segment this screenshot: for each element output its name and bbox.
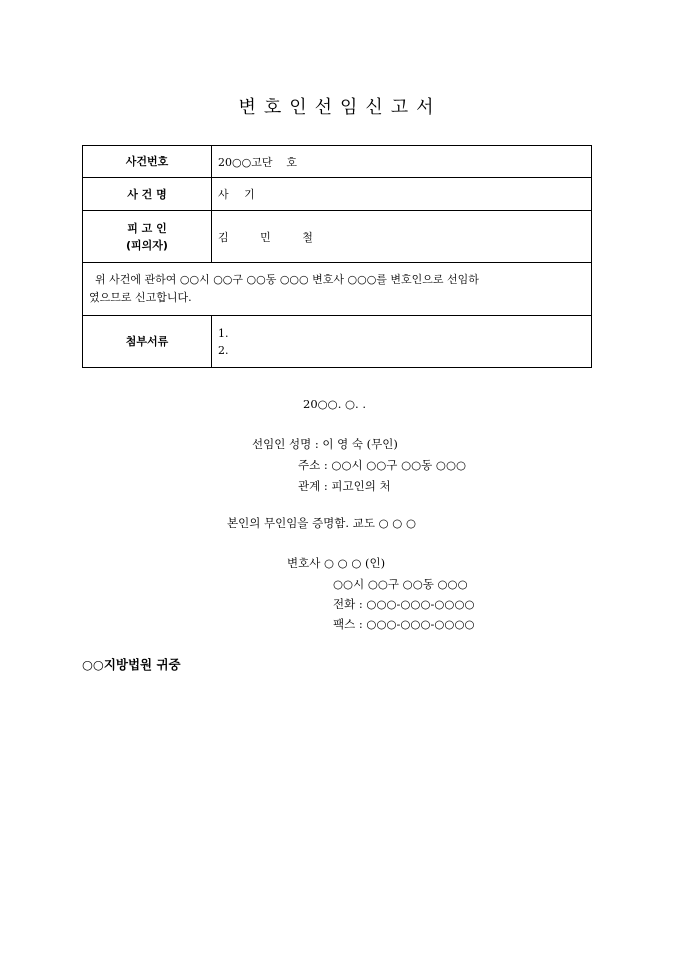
attachment-item-2: 2.	[218, 343, 229, 357]
defendant-value: 김 민 철	[212, 211, 592, 263]
attachments-label: 첨부서류	[83, 316, 212, 368]
case-number-label: 사건번호	[83, 146, 212, 178]
defendant-label-line1: 피 고 인	[127, 221, 167, 235]
statement-cell	[83, 263, 592, 316]
statement-line-1: 위 사건에 관하여 ○○시 ○○구 ○○동 ○○○ 변호사 ○○○를 변호인으로 선임하	[95, 273, 479, 286]
case-number-value: 20○○고단 호	[212, 146, 592, 178]
lawyer-address: ○○시 ○○구 ○○동 ○○○	[333, 577, 468, 591]
certification-line: 본인의 무인임을 증명함. 교도 ○ ○ ○	[227, 516, 416, 530]
document-title: 변호인선임신고서	[238, 97, 442, 118]
lawyer-phone: 전화 : ○○○-○○○-○○○○	[333, 597, 475, 611]
attachments-row	[83, 316, 592, 368]
case-name-value: 사 기	[212, 178, 592, 211]
case-name-label: 사 건 명	[83, 178, 212, 211]
defendant-row	[83, 211, 592, 263]
attachments-value	[212, 316, 592, 368]
case-number-row	[83, 146, 592, 178]
statement-line-2: 였으므로 신고합니다.	[89, 291, 192, 304]
appointer-address: 주소 : ○○시 ○○구 ○○동 ○○○	[298, 458, 467, 472]
statement-row	[83, 263, 592, 316]
lawyer-fax: 팩스 : ○○○-○○○-○○○○	[333, 617, 475, 631]
court-addressee: ○○지방법원 귀중	[82, 657, 181, 672]
case-name-row	[83, 178, 592, 211]
attachment-item-1: 1.	[218, 326, 229, 340]
lawyer-name: 변호사 ○ ○ ○ (인)	[287, 556, 386, 570]
appointer-name: 선임인 성명 : 이 영 숙 (무인)	[252, 437, 398, 451]
report-form-table	[82, 145, 592, 368]
appointer-relation: 관계 : 피고인의 처	[298, 479, 391, 493]
defendant-label-line2: (피의자)	[126, 238, 168, 252]
defendant-label	[83, 211, 212, 263]
date-line: 20○○. ○. .	[303, 397, 367, 411]
